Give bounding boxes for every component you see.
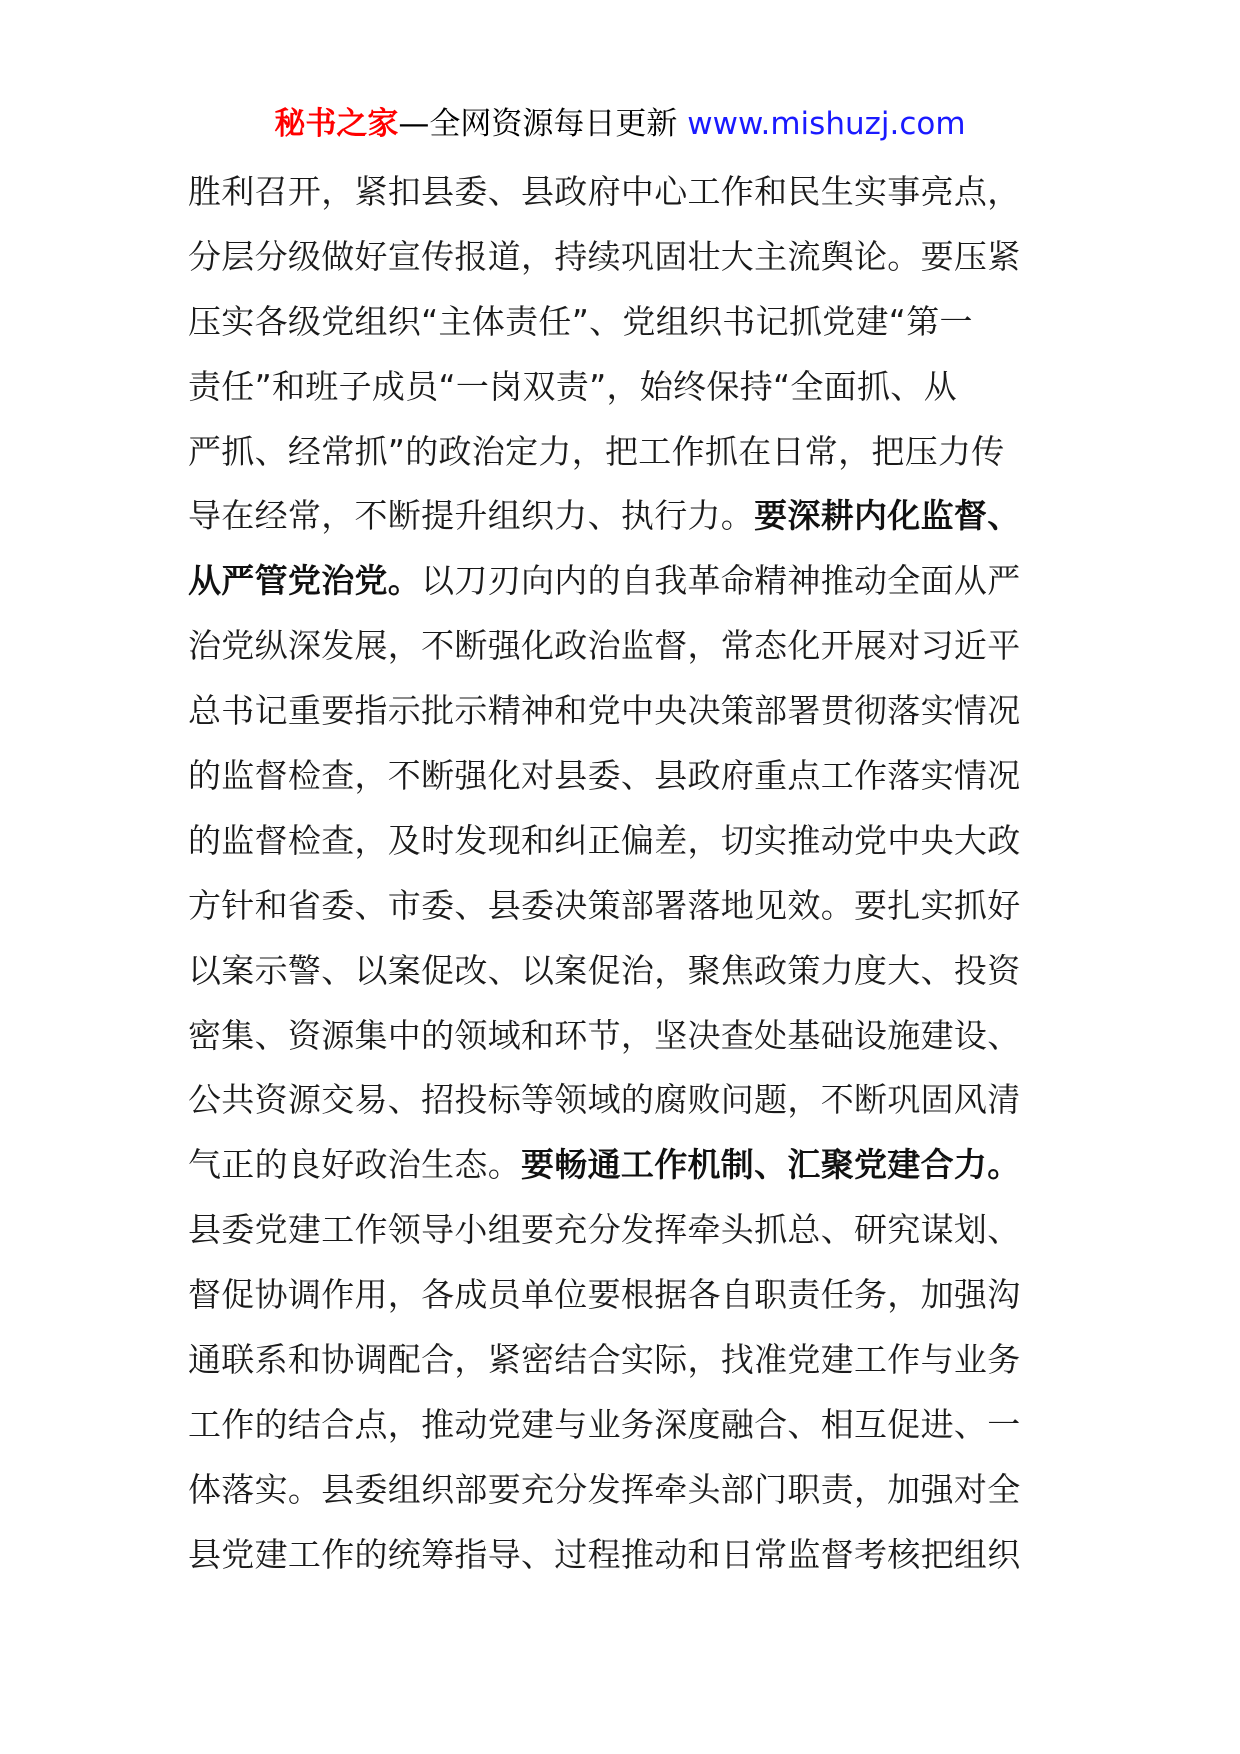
brand-name: 秘书之家 bbox=[274, 106, 399, 142]
text-segment: 气正的良好政治生态。 bbox=[188, 1145, 521, 1185]
bold-heading: 从严管党治党。 bbox=[188, 561, 422, 601]
document-body bbox=[188, 160, 1054, 1588]
text-line: 胜利召开，紧扣县委、县政府中心工作和民生实事亮点， bbox=[188, 172, 1021, 211]
bold-heading: 要畅通工作机制、汇聚党建合力。 bbox=[521, 1145, 1021, 1185]
text-line: 以案示警、以案促改、以案促治，聚焦政策力度大、投资 bbox=[188, 950, 1021, 990]
text-line: 分层分级做好宣传报道，持续巩固壮大主流舆论。要压紧 bbox=[188, 236, 1021, 276]
text-segment: 导在经常，不断提升组织力、执行力。 bbox=[188, 496, 755, 536]
text-line bbox=[188, 549, 1054, 614]
header-tagline: —全网资源每日更新 bbox=[398, 106, 688, 142]
website-link[interactable]: www.mishuzj.com bbox=[687, 106, 966, 142]
text-line: 通联系和协调配合，紧密结合实际，找准党建工作与业务 bbox=[188, 1340, 1021, 1380]
text-line: 公共资源交易、招投标等领域的腐败问题，不断巩固风清 bbox=[188, 1080, 1021, 1120]
bold-heading: 要深耕内化监督、 bbox=[754, 496, 1021, 536]
text-line: 工作的结合点，推动党建与业务深度融合、相互促进、一 bbox=[188, 1404, 1021, 1444]
text-line: 方针和省委、市委、县委决策部署落地见效。要扎实抓好 bbox=[188, 885, 1021, 925]
text-line: 的监督检查，不断强化对县委、县政府重点工作落实情况 bbox=[188, 756, 1021, 796]
text-line bbox=[188, 484, 1054, 549]
text-segment: 以刀刃向内的自我革命精神推动全面从严 bbox=[421, 561, 1021, 601]
text-line: 严抓、经常抓”的政治定力，把工作抓在日常，把压力传 bbox=[188, 431, 1005, 471]
text-line: 总书记重要指示批示精神和党中央决策部署贯彻落实情况 bbox=[188, 691, 1021, 731]
text-line: 督促协调作用，各成员单位要根据各自职责任务，加强沟 bbox=[188, 1275, 1021, 1315]
text-line: 治党纵深发展，不断强化政治监督，常态化开展对习近平 bbox=[188, 626, 1021, 666]
text-line: 县党建工作的统筹指导、过程推动和日常监督考核把组织 bbox=[188, 1534, 1021, 1574]
document-header bbox=[0, 100, 1240, 148]
text-line: 体落实。县委组织部要充分发挥牵头部门职责，加强对全 bbox=[188, 1469, 1021, 1509]
text-line: 县委党建工作领导小组要充分发挥牵头抓总、研究谋划、 bbox=[188, 1210, 1021, 1250]
text-line: 压实各级党组织“主体责任”、党组织书记抓党建“第一 bbox=[188, 301, 973, 341]
text-line: 的监督检查，及时发现和纠正偏差，切实推动党中央大政 bbox=[188, 820, 1021, 860]
text-line bbox=[188, 1133, 1054, 1198]
text-line: 责任”和班子成员“一岗双责”，始终保持“全面抓、从 bbox=[188, 366, 957, 406]
text-line: 密集、资源集中的领域和环节，坚决查处基础设施建设、 bbox=[188, 1015, 1021, 1055]
